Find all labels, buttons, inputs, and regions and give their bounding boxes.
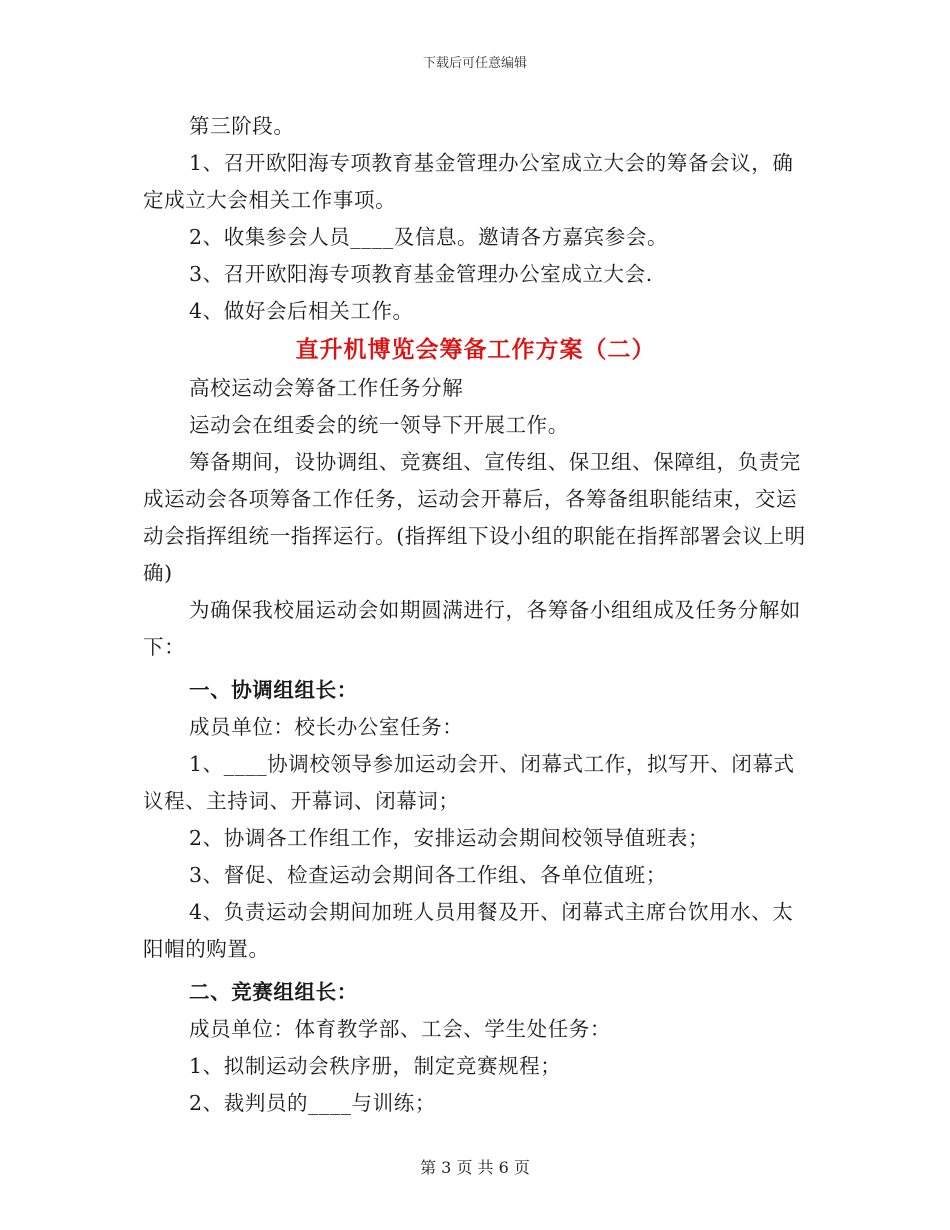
paragraph-item: 2、裁判员的____与训练；: [189, 1091, 436, 1115]
page-footer: 第 3 页 共 6 页: [420, 1158, 530, 1177]
paragraph-item: 4、做好会后相关工作。: [189, 299, 414, 323]
paragraph-item: 2、协调各工作组工作，安排运动会期间校领导值班表；: [189, 826, 710, 850]
document-body: [143, 108, 808, 1122]
paragraph-item: 1、拟制运动会秩序册，制定竞赛规程；: [189, 1054, 562, 1078]
paragraph-members: 成员单位：校长办公室任务：: [189, 715, 464, 739]
paragraph-subtitle: 高校运动会筹备工作任务分解: [189, 376, 464, 400]
paragraph-text: 为确保我校届运动会如期圆满进行，各筹备小组组成及任务分解如下：: [143, 598, 801, 659]
paragraph-text: 运动会在组委会的统一领导下开展工作。: [189, 413, 569, 437]
paragraph-item: 2、收集参会人员____及信息。邀请各方嘉宾参会。: [189, 225, 669, 249]
group-heading-competition: 二、竞赛组组长：: [189, 980, 358, 1004]
page-header: 下载后可任意编辑: [422, 56, 527, 71]
section-title: 直升机博览会筹备工作方案（二）: [295, 336, 656, 363]
paragraph-item: 1、____协调校领导参加运动会开、闭幕式工作，拟写开、闭幕式议程、主持词、开幕词、闭幕词；: [143, 752, 795, 813]
paragraph-text: 筹备期间，设协调组、竞赛组、宣传组、保卫组、保障组，负责完成运动会各项筹备工作任务，运动会开幕后，各筹备组职能结束，交运动会指挥组统一指挥运行。(指挥组下设小组的职能在指挥部署会议上明确): [143, 450, 806, 585]
paragraph-members: 成员单位：体育教学部、工会、学生处任务：: [189, 1017, 611, 1041]
paragraph-item: 3、召开欧阳海专项教育基金管理办公室成立大会.: [189, 262, 653, 286]
paragraph-item: 1、召开欧阳海专项教育基金管理办公室成立大会的筹备会议，确定成立大会相关工作事项。: [143, 151, 794, 212]
paragraph-item: 3、督促、检查运动会期间各工作组、各单位值班；: [189, 863, 667, 887]
paragraph-item: 4、负责运动会期间加班人员用餐及开、闭幕式主席台饮用水、太阳帽的购置。: [143, 900, 794, 961]
group-heading-coordination: 一、协调组组长：: [189, 678, 358, 702]
paragraph-stage-three: 第三阶段。: [189, 114, 295, 138]
